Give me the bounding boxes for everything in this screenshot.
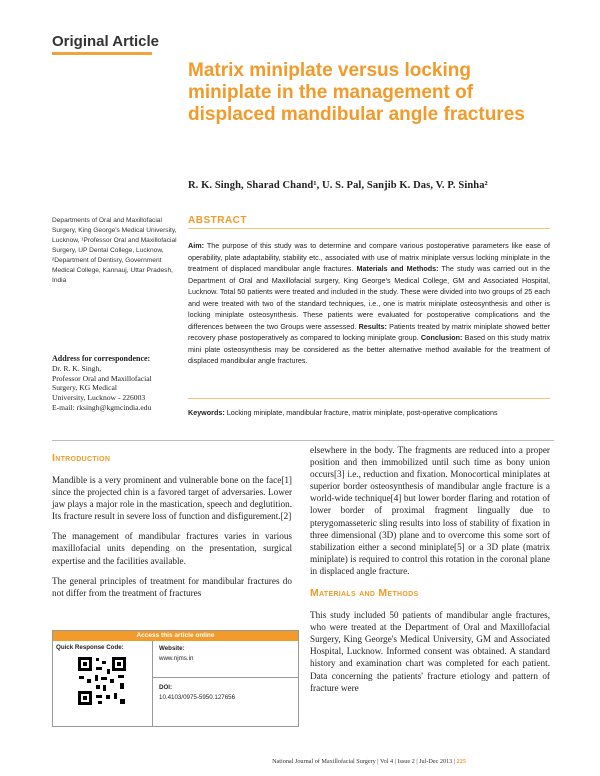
abstract-rule-bottom xyxy=(188,398,550,399)
qr-label: Quick Response Code: xyxy=(56,644,124,651)
conclusion-text: Based on this study matrix mini plate osteosynthesis may be considered as the better alternative method available for the treatment of displaced mandibular angle fractures. xyxy=(188,333,551,365)
article-title: Matrix miniplate versus locking miniplate in the management of displaced mandibular angle fractures xyxy=(188,60,525,125)
doi-label: DOI: xyxy=(159,684,173,691)
introduction-body xyxy=(52,474,292,599)
author-list: R. K. Singh, Sharad Chand¹, U. S. Pal, Sanjib K. Das, V. P. Sinha² xyxy=(188,180,488,191)
website-label: Website: xyxy=(159,645,185,652)
access-info-cell xyxy=(153,641,298,726)
intro-paragraph-3: The general principles of treatment for mandibular fractures do not differ from the treatment of fractures xyxy=(52,575,292,598)
abstract-heading: ABSTRACT xyxy=(188,215,247,226)
affiliation: Departments of Oral and Maxillofacial Surgery, King George's Medical University, Lucknow, ¹Professor Oral and Maxillofacial Surgery, UP Dental College, Lucknow, ²Department of Dentisry, Government Medical College, Kannauj, Uttar Pradesh, India xyxy=(52,217,177,284)
methods-heading: Materials and Methods xyxy=(310,587,419,600)
correspondence-name: Dr. R. K. Singh, xyxy=(52,363,102,373)
right-column-body xyxy=(310,444,550,577)
aim-text: The purpose of this study was to determine and compare various postoperative parameters like ease of operability, plate adaptability, stability etc., associated with use of matrix miniplate versus locking miniplate in the treatment of displaced mandibular angle fractures. xyxy=(188,241,550,273)
introduction-heading: Introduction xyxy=(52,452,111,464)
keywords-label: Keywords: xyxy=(188,408,225,417)
page-footer xyxy=(188,758,550,765)
footer-page-number: 225 xyxy=(456,758,466,765)
abstract-rule xyxy=(188,228,550,229)
right-column xyxy=(310,444,550,702)
correspondence-line3: University, Lucknow - 226003 xyxy=(52,393,146,403)
footer-journal: National Journal of Maxillofacial Surgery | Vol 4 | Issue 2 | Jul-Dec 2013 | xyxy=(272,758,456,765)
conclusion-label: Conclusion: xyxy=(420,333,463,342)
left-column xyxy=(52,452,292,607)
section-rule xyxy=(52,52,152,55)
aim-label: Aim: xyxy=(188,241,204,250)
keywords-text: Locking miniplate, mandibular fracture, matrix miniplate, post-operative complications xyxy=(226,408,498,417)
doi-row xyxy=(153,678,298,707)
qr-code-icon[interactable] xyxy=(76,655,128,707)
methods-body xyxy=(310,609,550,694)
methods-text: The study was carried out in the Department of Oral and Maxillofacial surgery, King George's Medical College, GM and Associated Hospital, Lucknow. Total 50 patients were treated and included in the study. These were divided into two groups of 25 each and were treated with two of the standard techniques, i.e., one is matrix miniplate osteosynthesis and other is locking miniplate osteosynthesis. These patients were evaluated for postoperative complications and the differences between the two Groups were assessed. xyxy=(188,264,551,331)
doi-link[interactable]: 10.4103/0975-5950.127656 xyxy=(159,694,236,701)
correspondence-line1: Professor Oral and Maxillofacial xyxy=(52,373,152,383)
correspondence-block xyxy=(52,354,182,413)
results-label: Results: xyxy=(358,321,387,331)
intro-paragraph-2: The management of mandibular fractures varies in various maxillofacial units depending on the presentation, surgical expertise and the facilities available. xyxy=(52,531,292,566)
correspondence-heading: Address for correspondence: xyxy=(52,354,151,363)
qr-cell xyxy=(53,641,153,726)
methods-paragraph-1: This study included 50 patients of mandibular angle fractures, who were treated at the Department of Oral and Maxillofacial Surgery, King George's Medical University, GM and Associated Hospital, Lucknow. Informed consent was obtained. A standard history and examination chart was completed for each patient. Data concerning the patients' fracture etiology and pattern of fracture were xyxy=(310,610,550,693)
correspondence-line2: Surgery, KG Medical xyxy=(52,383,117,393)
keywords xyxy=(188,408,550,417)
article-type-label: Original Article xyxy=(52,33,159,50)
access-box-heading: Access this article online xyxy=(53,631,298,641)
abstract-body xyxy=(188,240,550,367)
results-text: Patients treated by matrix miniplate showed better recovery phase postoperatively as compared to locking miniplate group. xyxy=(188,321,551,342)
section-divider xyxy=(52,440,554,441)
intro-paragraph-1: Mandible is a very prominent and vulnerable bone on the face[1] since the projected chin is a favored target of adversaries. Lower jaw plays a major role in the mastication, speech and deglutition. Its fracture result in severe loss of function and disfigurement.[2] xyxy=(52,475,292,522)
website-link[interactable]: www.njms.in xyxy=(159,655,194,662)
correspondence-email[interactable]: E-mail: rksingh@kgmcindia.edu xyxy=(52,402,152,412)
access-article-box xyxy=(52,630,299,727)
website-row xyxy=(153,641,298,678)
methods-label: Materials and Methods: xyxy=(356,264,439,273)
right-paragraph-1: elsewhere in the body. The fragments are reduced into a proper position and then immobilized until such time as bony union occurs[3] i.e., reduction and fixation. Monocortical miniplates at superior border osteosynthesis of mandibular angle fracture is a world-wide technique[4] but lower border flaring and rotation of lower border of proximal fragment lingually due to pterygomasseteric sling results into loss of stability of fixation in three dimensional (3D) plane and to overcome this some sort of stabilization either a second miniplate[5] or a 3D plate (matrix miniplate) is required to control this rotation in the coronal plane in displaced angle fracture. xyxy=(310,445,550,576)
